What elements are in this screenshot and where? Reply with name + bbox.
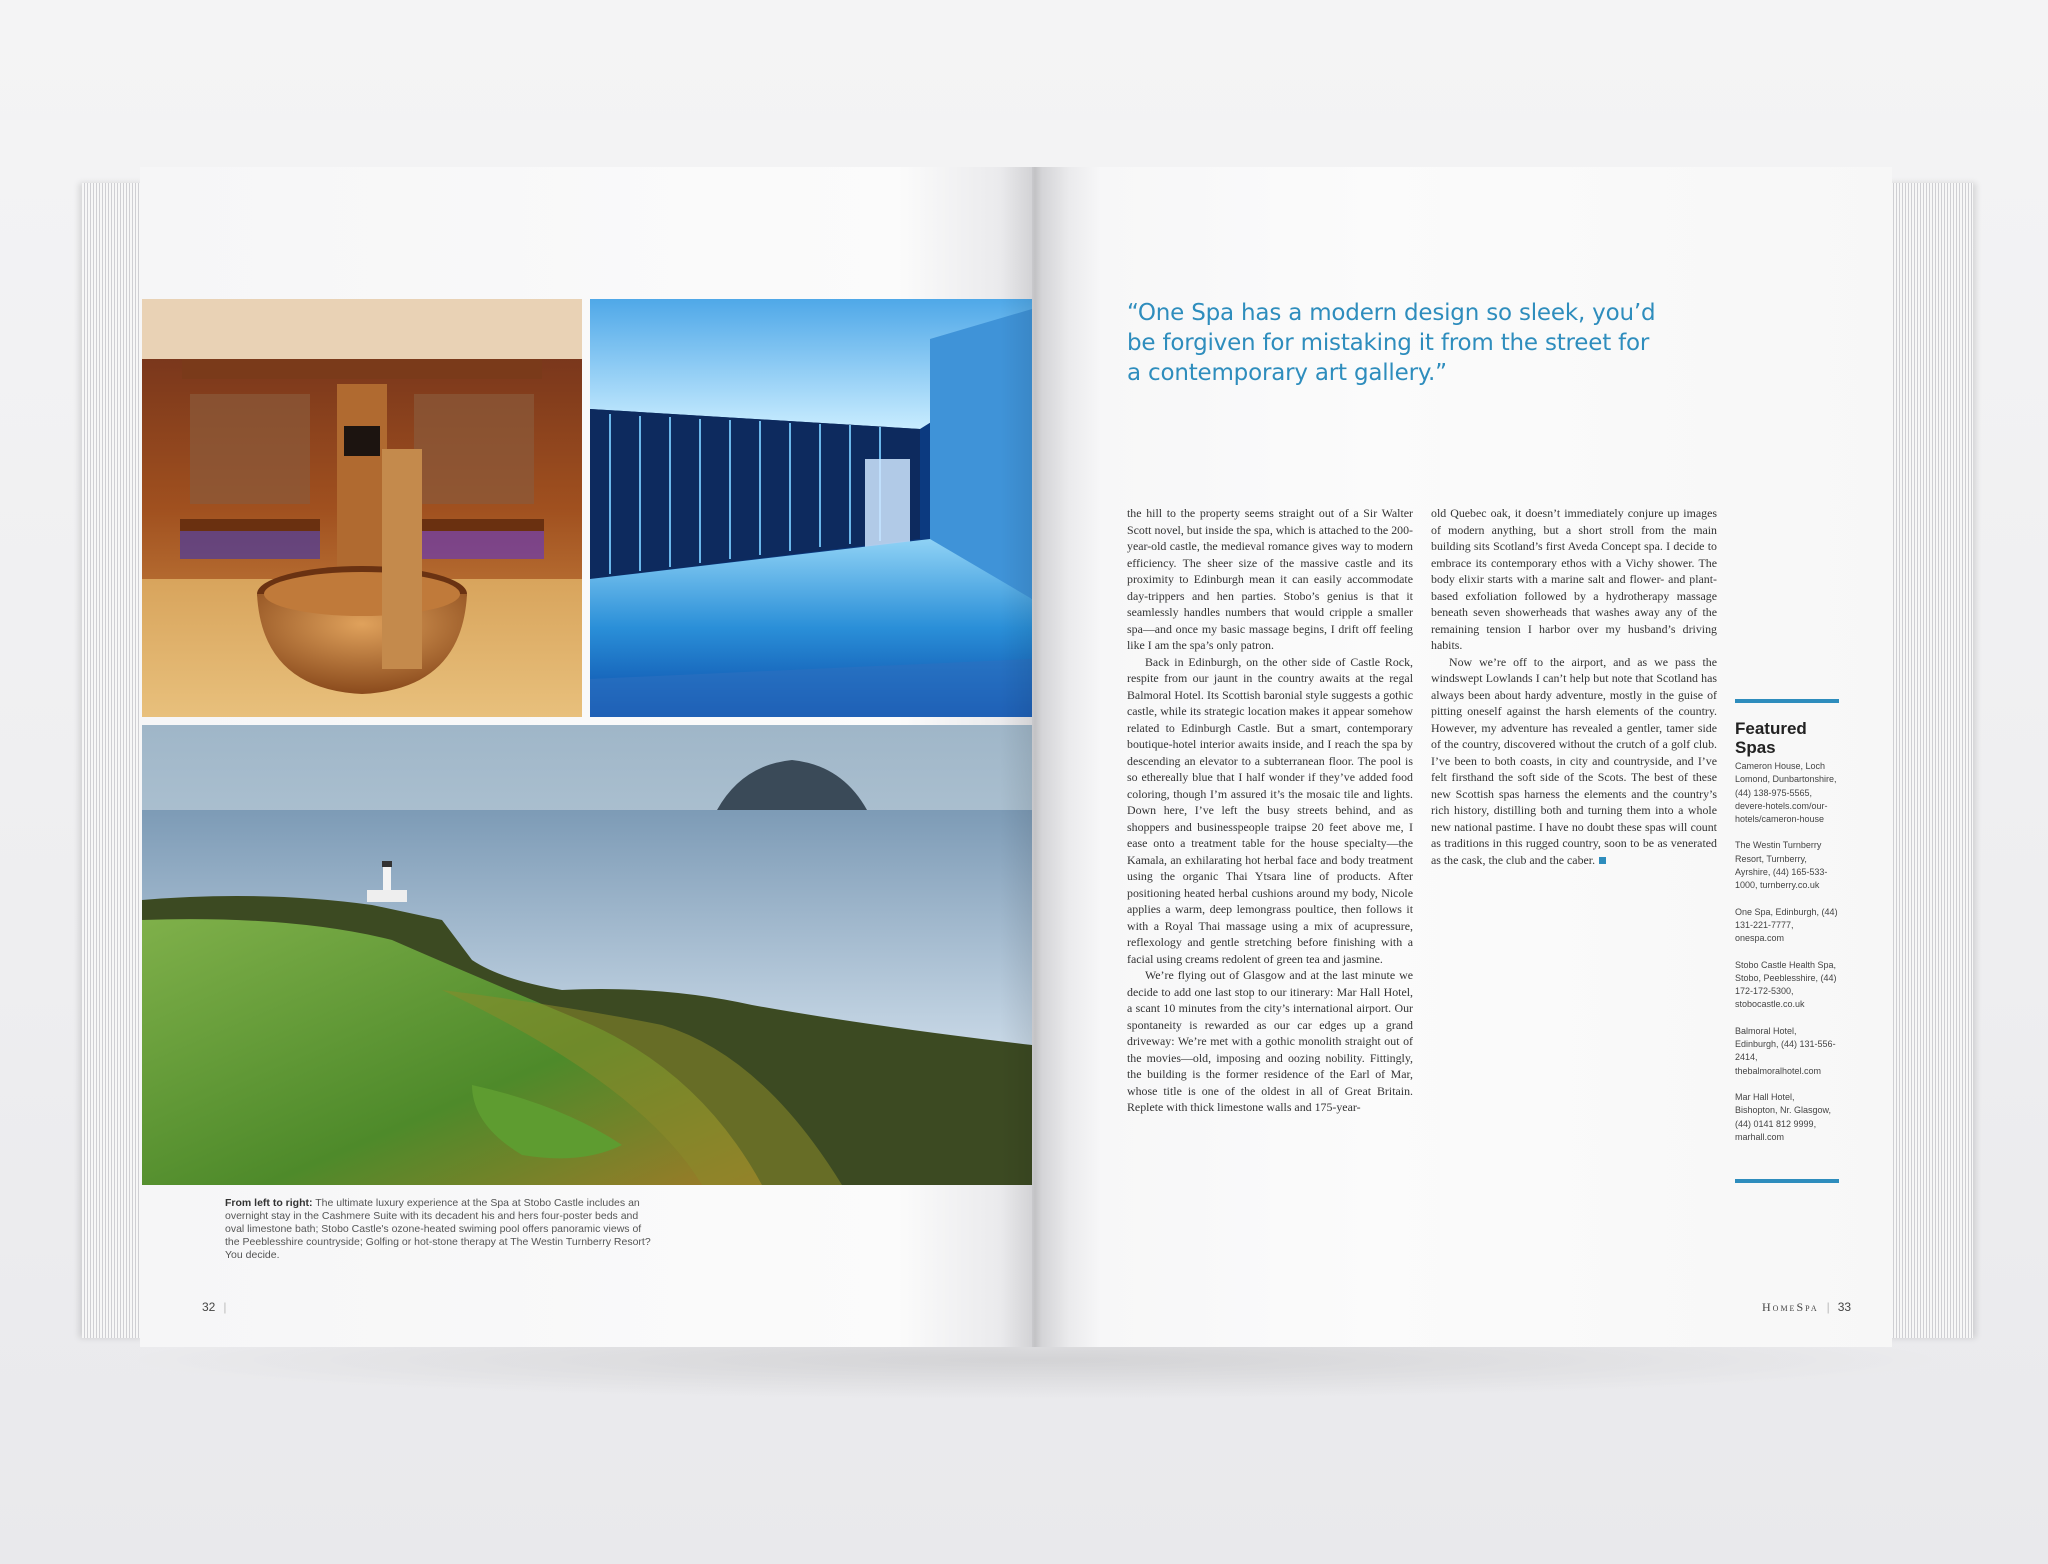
caption-text: The ultimate luxury experience at the Spa at Stobo Castle includes an overnight stay in the Cashmere Suite with its decadent his and hers four-poster beds and oval limestone bath; Stobo Castle's ozone-heated swiming pool offers panoramic views of the Peeblesshire countryside; Golfing or hot-stone therapy at The Westin Turnberry Resort? You decide. bbox=[225, 1197, 651, 1261]
magazine-name: HomeSpa bbox=[1762, 1300, 1819, 1314]
photo-caption bbox=[225, 1197, 655, 1262]
sidebar-entry: Balmoral Hotel, Edinburgh, (44) 131-556-2414, thebalmoralhotel.com bbox=[1735, 1025, 1836, 1076]
sidebar-entry: Stobo Castle Health Spa, Stobo, Peeblesshire, (44) 172-172-5300, stobocastle.co.uk bbox=[1735, 959, 1837, 1010]
page-edges-right bbox=[1885, 183, 1973, 1338]
sidebar-bottom-rule bbox=[1735, 1179, 1839, 1183]
paragraph-text: Now we’re off to the airport, and as we pass the windswept Lowlands I can’t help but note that Scotland has always been about hardy adventure, mostly in the guise of pitting oneself against the harsh elements of the country. However, my adventure has revealed a gentler, tamer side of the country, discovered without the crutch of a golf club. I’ve been to both coasts, in city and countryside, and I’ve felt firsthand the soft side of the Scots. The best of these new Scottish spas harness the elements and the country’s rich history, distilling both and turning them into a whole new national pastime. I have no doubt these spas will count as traditions in this rugged country, soon to be as venerated as the cask, the club and the caber. bbox=[1431, 654, 1717, 867]
sidebar-entry: Cameron House, Loch Lomond, Dunbartonshire, (44) 138-975-5565, devere-hotels.com/our-hotels/cameron-house bbox=[1735, 761, 1837, 825]
end-mark-icon bbox=[1599, 857, 1606, 864]
caption-lead: From left to right: bbox=[225, 1197, 313, 1209]
paragraph: We’re flying out of Glasgow and at the last minute we decide to add one last stop to our itinerary: Mar Hall Hotel, a scant 10 minutes from the city’s international airport. Our spontaneity is rewarded as our car edges up a grand driveway: We’re met with a gothic monolith straight out of the movies—old, imposing and oozing nobility. Fittingly, the building is the former residence of the Earl of Mar, whose title is one of the oldest in all of Great Britain. Replete with thick limestone walls and 175-year- bbox=[1127, 968, 1413, 1114]
paragraph: old Quebec oak, it doesn’t immediately conjure up images of modern anything, but a short stroll from the main building sits Scotland’s first Aveda Concept spa. I decide to embrace its contemporary ethos with a Vichy shower. The body elixir starts with a marine salt and flower- and plant-based exfoliation followed by a hydrotherapy massage beneath seven showerheads that washes away any of the remaining tension I harbor over my husband’s driving habits. bbox=[1431, 506, 1717, 652]
pull-quote: “One Spa has a modern design so sleek, you’d be forgiven for mistaking it from the street for a contemporary art gallery.” bbox=[1127, 300, 1656, 386]
article-column-1 bbox=[1127, 505, 1413, 1116]
folio-divider: | bbox=[1826, 1300, 1830, 1314]
photo-golf-coast bbox=[142, 725, 1032, 1185]
left-page-number: 32 bbox=[202, 1300, 216, 1314]
page-edges-left bbox=[82, 183, 146, 1338]
left-folio bbox=[202, 1300, 226, 1314]
article-column-2 bbox=[1431, 505, 1717, 868]
right-folio bbox=[1762, 1300, 1851, 1315]
photo-pool bbox=[590, 299, 1032, 717]
sidebar-title: Featured Spas bbox=[1735, 719, 1807, 757]
paragraph: Back in Edinburgh, on the other side of Castle Rock, respite from our jaunt in the country awaits at the regal Balmoral Hotel. Its Scottish baronial style suggests a gothic castle, while its strategic location makes it appear somehow related to Edinburgh Castle. But a smart, contemporary boutique-hotel interior awaits inside, and I reach the spa by descending an elevator to a subterranean floor. The pool is so ethereally blue that I half wonder if they’ve added food coloring, though I’m assured it’s the mosaic tile and lights. Down here, I’ve left the busy streets behind, and as shoppers and businesspeople traipse 20 feet above me, I ease onto a treatment table for the house specialty—the Kamala, an exhilarating hot herbal face and body treatment using the organic Thai Ytsara line of products. After positioning heated herbal cushions around my body, Nicole applies a warm, deep lemongrass poultice, then follows it with a Royal Thai massage using a mix of acupressure, reflexology and gentle stretching before finishing with a facial using creams redolent of green tea and jasmine. bbox=[1127, 654, 1413, 966]
photo-bathroom bbox=[142, 299, 582, 717]
sidebar-entry: One Spa, Edinburgh, (44) 131-221-7777, onespa.com bbox=[1735, 906, 1838, 944]
paragraph bbox=[1431, 654, 1717, 869]
sidebar-entry: The Westin Turnberry Resort, Turnberry, Ayrshire, (44) 165-533-1000, turnberry.co.uk bbox=[1735, 840, 1828, 891]
sidebar-entry: Mar Hall Hotel, Bishopton, Nr. Glasgow, (44) 0141 812 9999, marhall.com bbox=[1735, 1091, 1832, 1142]
folio-divider: | bbox=[223, 1300, 227, 1314]
right-page-number: 33 bbox=[1837, 1300, 1852, 1314]
book-gutter bbox=[1000, 167, 1070, 1347]
paragraph: the hill to the property seems straight out of a Sir Walter Scott novel, but inside the spa, which is attached to the 200-year-old castle, the medieval romance gives way to modern efficiency. The sheer size of the massive castle and its proximity to Edinburgh mean it can easily accommodate day-trippers and hen parties. Stobo’s genius is that it seamlessly handles numbers that would cripple a smaller spa—and once my basic massage begins, I drift off feeling like I am the spa’s only patron. bbox=[1127, 506, 1413, 652]
featured-spas-sidebar bbox=[1735, 699, 1839, 1144]
